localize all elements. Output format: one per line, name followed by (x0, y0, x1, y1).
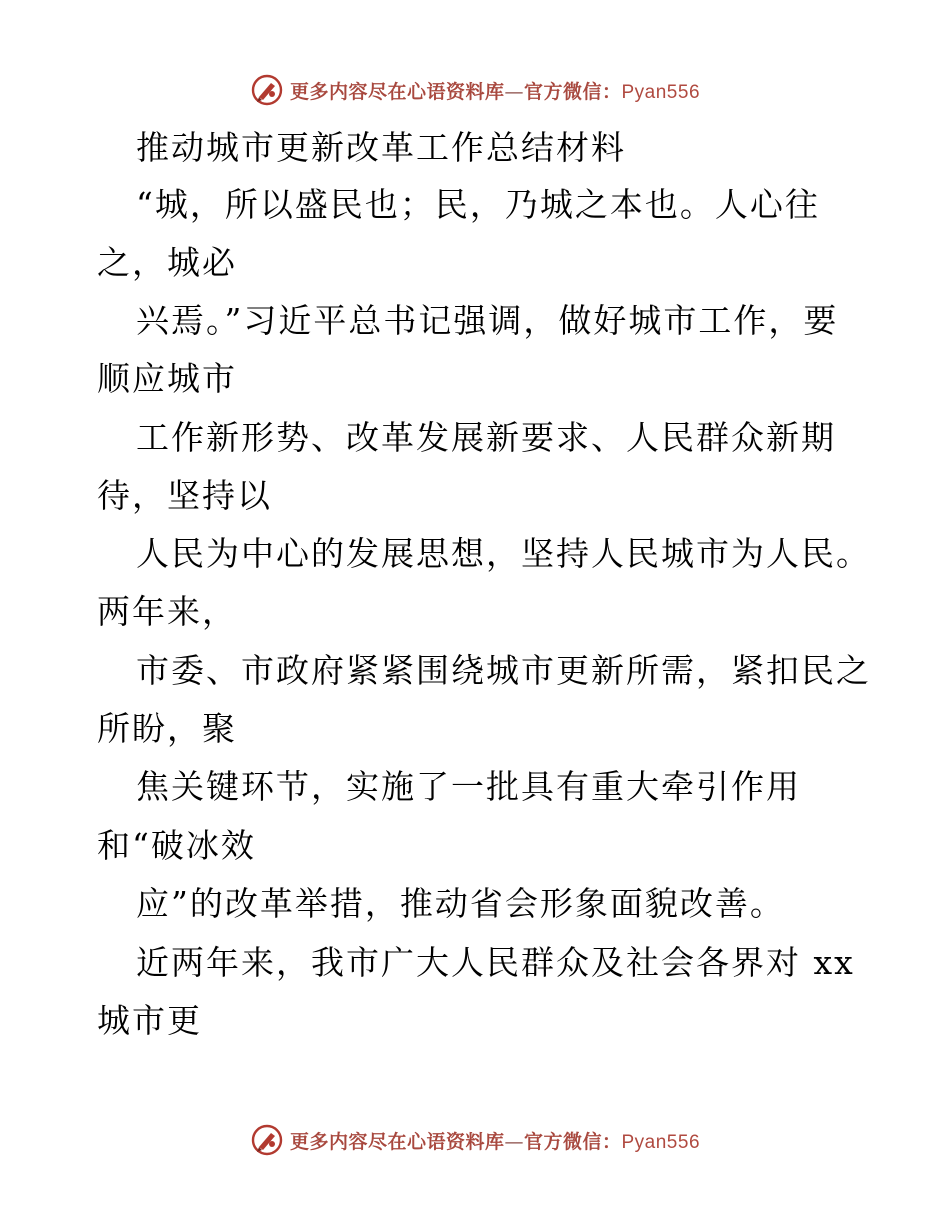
paragraph-line: 之，城必 (97, 243, 237, 282)
paragraph-line: 焦关键环节，实施了一批具有重大牵引作用 (136, 767, 801, 806)
paragraph-line: 兴焉。”习近平总书记强调，做好城市工作，要 (136, 301, 839, 340)
paragraph-line: 工作新形势、改革发展新要求、人民群众新期 (136, 418, 836, 457)
watermark-separator: — (504, 80, 524, 103)
watermark-separator: — (504, 1130, 524, 1153)
paragraph-line: 近两年来，我市广大人民群众及社会各界对 xx (136, 943, 855, 982)
watermark-main: 更多内容尽在心语资料库 (289, 80, 505, 103)
paragraph-line: 市委、市政府紧紧围绕城市更新所需，紧扣民之 (136, 651, 871, 690)
document-title: 推动城市更新改革工作总结材料 (136, 128, 626, 167)
watermark-account: Pyan556 (621, 81, 701, 103)
paragraph-line: “城，所以盛民也；民，乃城之本也。人心往 (136, 185, 820, 224)
paragraph-line: 和“破冰效 (97, 826, 256, 865)
footer-watermark (0, 1120, 950, 1160)
watermark-main: 更多内容尽在心语资料库 (289, 1130, 505, 1153)
watermark-label: 官方微信： (523, 1130, 622, 1153)
watermark-account: Pyan556 (621, 1131, 701, 1153)
pen-logo-icon (250, 1123, 284, 1157)
paragraph-line: 所盼，聚 (97, 709, 237, 748)
paragraph-line: 两年来， (97, 592, 237, 631)
watermark-label: 官方微信： (523, 80, 622, 103)
paragraph-line: 顺应城市 (97, 359, 237, 398)
paragraph-line: 应”的改革举措，推动省会形象面貌改善。 (136, 884, 785, 923)
paragraph-line: 待，坚持以 (97, 476, 272, 515)
paragraph-line: 人民为中心的发展思想，坚持人民城市为人民。 (136, 534, 871, 573)
paragraph-line: 城市更 (97, 1001, 202, 1040)
watermark-text (290, 1127, 700, 1154)
